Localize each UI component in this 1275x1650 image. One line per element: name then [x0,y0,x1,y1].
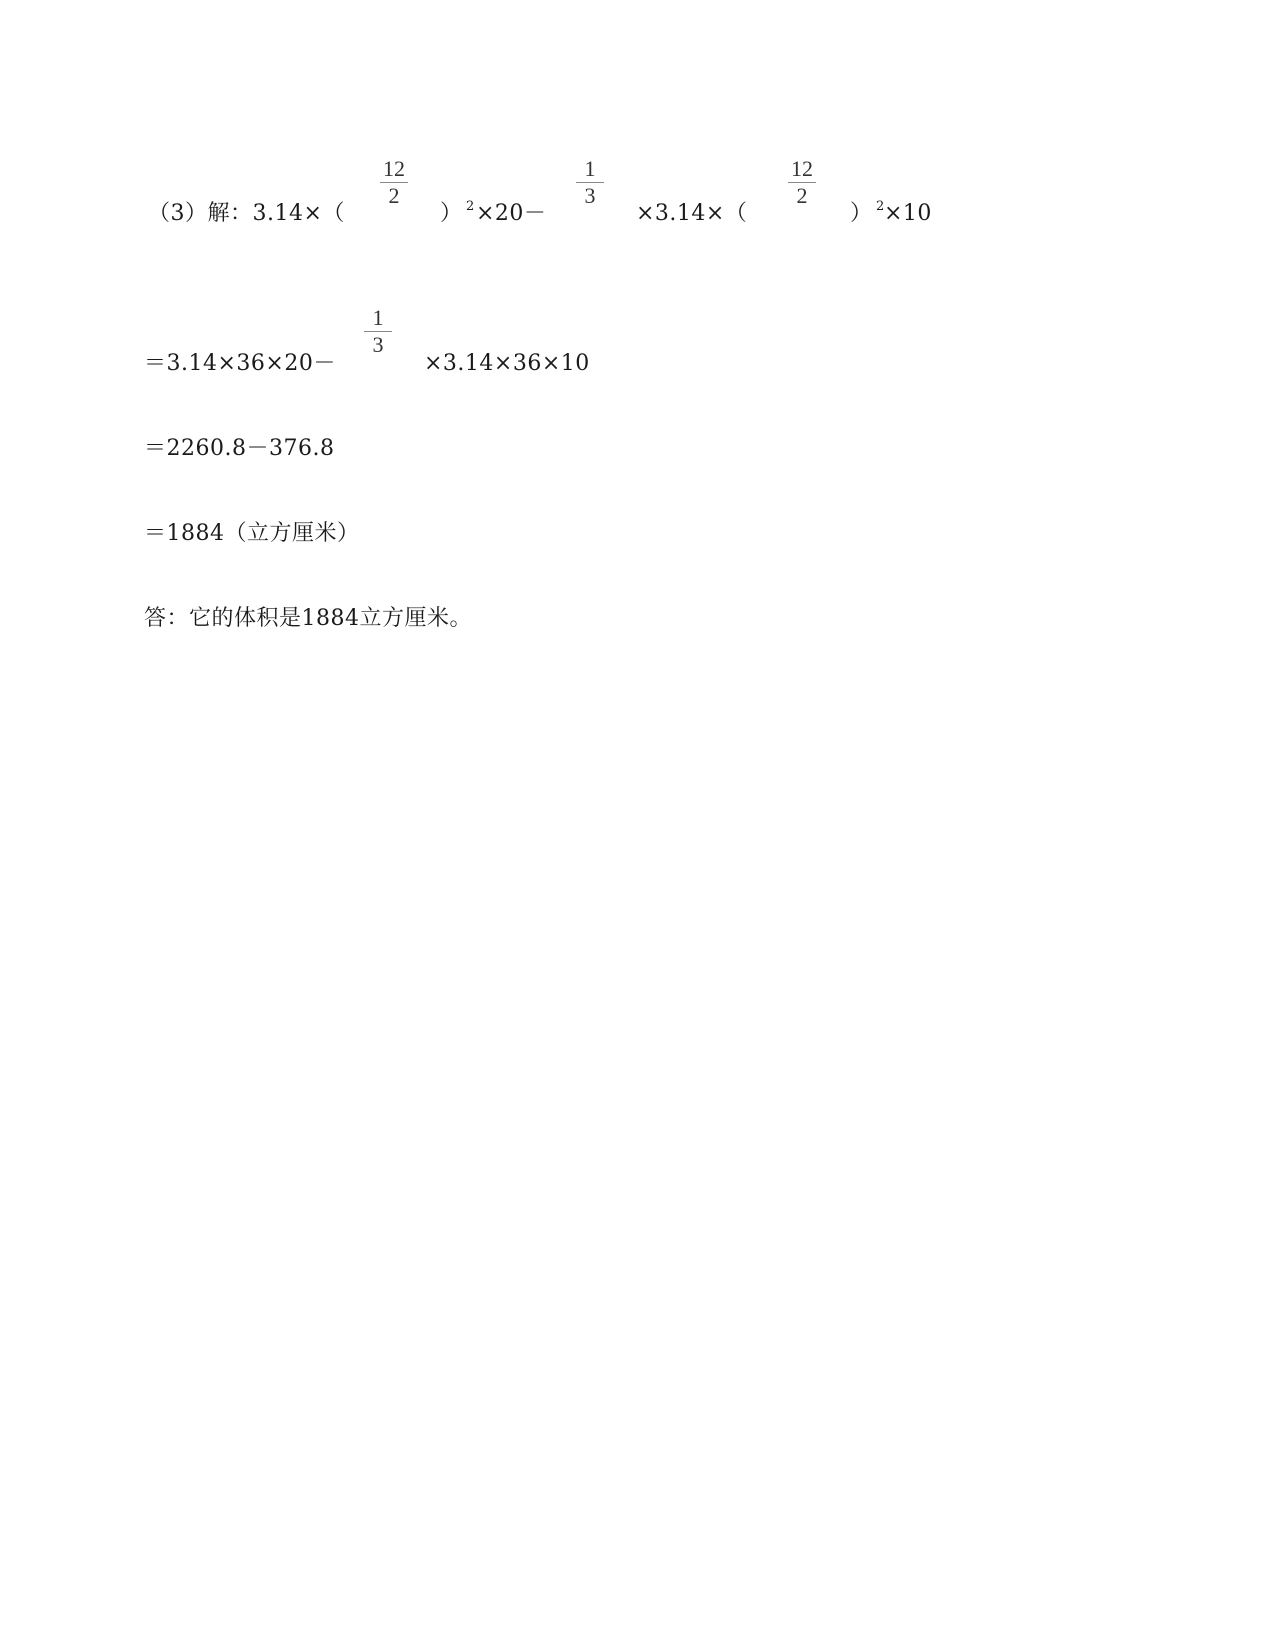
line2-prefix: ＝3.14×36×20－ [144,351,336,376]
fraction-denominator: 2 [388,183,400,208]
fraction-denominator: 2 [796,183,808,208]
fraction-one-over-three-2 [358,306,398,357]
line4-result: ＝1884（立方厘米） [144,521,360,546]
line1-tail: ×10 [884,201,932,226]
line3-step: ＝2260.8－376.8 [144,436,335,461]
line1-exponent-2: 2 [876,199,885,214]
line1-close-paren: ） [440,201,463,226]
fraction-twelve-over-two-2 [782,157,822,208]
fraction-twelve-over-two [374,157,414,208]
line1-exponent: 2 [466,199,475,214]
fraction-numerator: 1 [584,156,596,181]
line2-tail: ×3.14×36×10 [424,351,590,376]
answer-sentence: 答：它的体积是1884立方厘米。 [144,606,472,631]
line1-middle-2: ×3.14×（ [636,201,748,226]
fraction-one-over-three [570,157,610,208]
fraction-numerator: 1 [372,305,384,330]
fraction-denominator: 3 [584,183,596,208]
fraction-numerator: 12 [383,156,405,181]
line1-prefix: （3）解：3.14×（ [148,201,345,226]
line1-middle: ×20－ [476,201,547,226]
line1-close-paren-2: ） [850,201,873,226]
fraction-denominator: 3 [372,332,384,357]
fraction-numerator: 12 [791,156,813,181]
